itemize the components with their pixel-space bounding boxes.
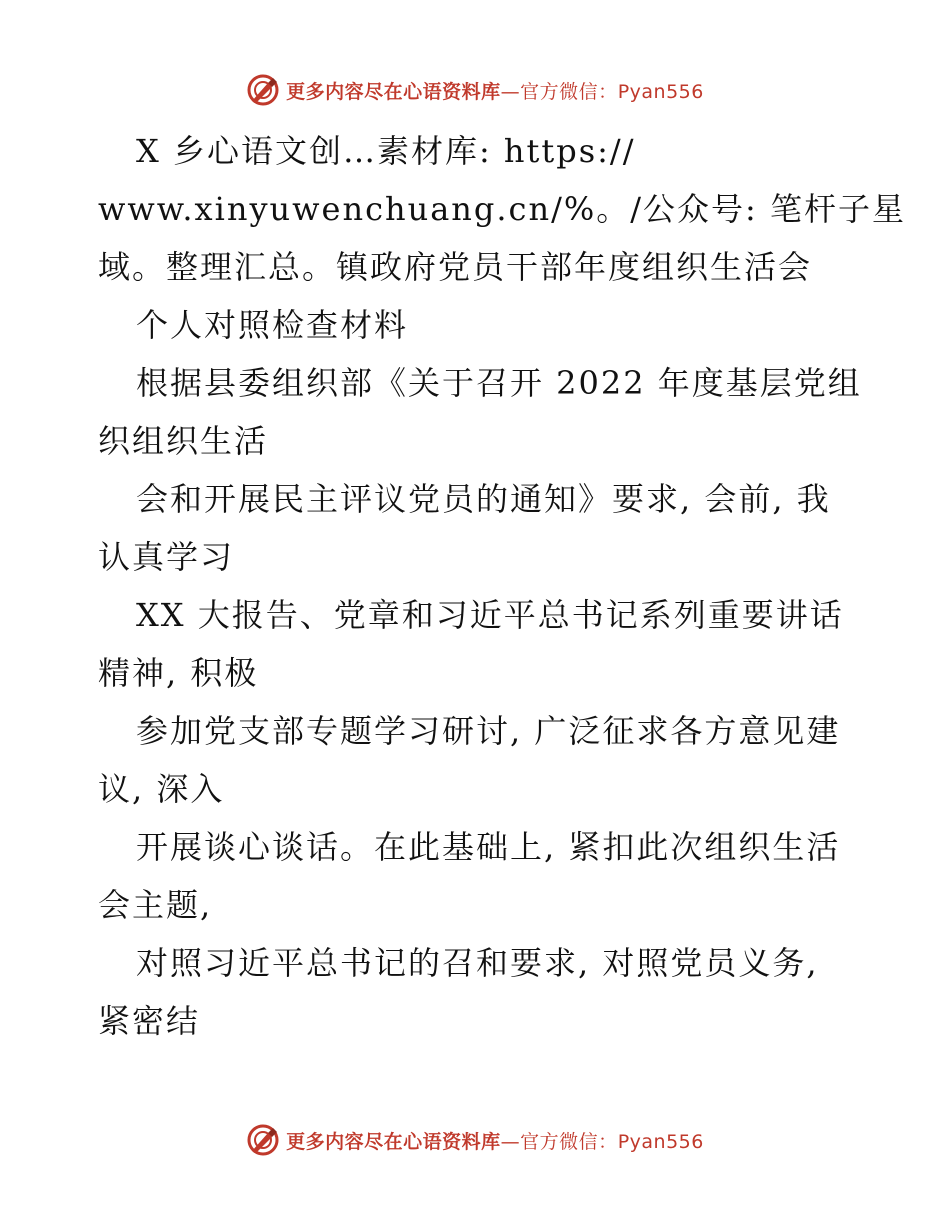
pen-logo-icon: [246, 1123, 280, 1157]
banner-wechat-id: Pyan556: [617, 1130, 704, 1153]
banner-main-text: 更多内容尽在心语资料库: [286, 80, 501, 103]
text-line: 域。整理汇总。镇政府党员干部年度组织生活会: [98, 248, 813, 286]
text-line: X 乡心语文创…素材库: https://: [136, 132, 636, 170]
banner-wechat-label: 官方微信：: [520, 1130, 618, 1153]
text-line: XX 大报告、党章和习近平总书记系列重要讲话: [136, 596, 844, 634]
text-line: 开展谈心谈话。在此基础上, 紧扣此次组织生活: [136, 828, 841, 866]
banner-text: [286, 77, 704, 104]
text-line: 对照习近平总书记的召和要求, 对照党员义务,: [136, 944, 819, 982]
banner-text: [286, 1127, 704, 1154]
footer-banner: [0, 1120, 950, 1160]
text-line: 精神, 积极: [98, 654, 259, 692]
pen-logo-icon: [246, 73, 280, 107]
text-line: 织组织生活: [98, 422, 269, 460]
text-line: www.xinyuwenchuang.cn/%。/公众号: 笔杆子星: [98, 190, 907, 228]
text-line: 会和开展民主评议党员的通知》要求, 会前, 我: [136, 480, 831, 518]
document-body: [98, 122, 907, 1050]
text-line: 议, 深入: [98, 770, 225, 808]
banner-wechat-label: 官方微信：: [520, 80, 618, 103]
text-line: 紧密结: [98, 1002, 201, 1040]
banner-dash: —: [500, 1130, 521, 1153]
header-banner: [0, 70, 950, 110]
banner-wechat-id: Pyan556: [617, 80, 704, 103]
text-line: 根据县委组织部《关于召开 2022 年度基层党组: [136, 364, 862, 402]
text-line: 参加党支部专题学习研讨, 广泛征求各方意见建: [136, 712, 841, 750]
text-line: 认真学习: [98, 538, 235, 576]
text-line: 个人对照检查材料: [136, 306, 409, 344]
banner-dash: —: [500, 80, 521, 103]
banner-main-text: 更多内容尽在心语资料库: [286, 1130, 501, 1153]
text-line: 会主题,: [98, 886, 213, 924]
